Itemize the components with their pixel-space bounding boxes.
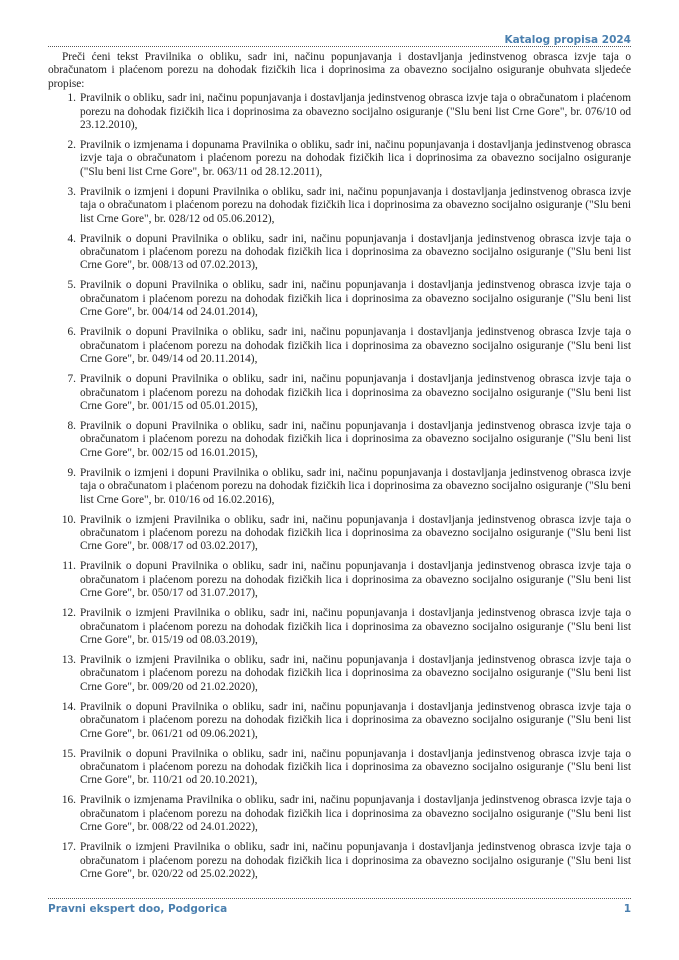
list-item-number: 16. — [61, 794, 76, 807]
list-item-text: Pravilnik o dopuni Pravilnika o obliku, sadr ini, načinu popunjavanja i dostavljanja jedinstvenog obrasca izvje taja o obračunatom i plaćenom porezu na dohodak fizičkih lica i doprinosima za obavezno socijalno osiguranje ("Slu beni list Crne Gore", br. 008/13 od 07.02.2013), — [80, 232, 631, 272]
list-item-text: Pravilnik o dopuni Pravilnika o obliku, sadr ini, načinu popunjavanja i dostavljanja jedinstvenog obrasca izvje taja o obračunatom i plaćenom porezu na dohodak fizičkih lica i doprinosima za obavezno socijalno osiguranje ("Slu beni list Crne Gore", br. 061/21 od 09.06.2021), — [80, 700, 631, 740]
list-item — [48, 326, 631, 366]
list-item-text: Pravilnik o izmjenama Pravilnika o obliku, sadr ini, načinu popunjavanja i dostavljanja jedinstvenog obrasca izvje taja o obračunatom i plaćenom porezu na dohodak fizičkih lica i doprinosima za obavezno socijalno osiguranje ("Slu beni list Crne Gore", br. 008/22 od 24.01.2022), — [80, 794, 631, 834]
list-item — [48, 748, 631, 788]
list-item-text: Pravilnik o dopuni Pravilnika o obliku, sadr ini, načinu popunjavanja i dostavljanja jedinstvenog obrasca izvje taja o obračunatom i plaćenom porezu na dohodak fizičkih lica i doprinosima za obavezno socijalno osiguranje ("Slu beni list Crne Gore", br. 110/21 od 20.10.2021), — [80, 747, 631, 787]
list-item-text: Pravilnik o izmjenama i dopunama Pravilnika o obliku, sadr ini, načinu popunjavanja i dostavljanja jedinstvenog obrasca izvje taja o obračunatom i plaćenom porezu na dohodak fizičkih lica i doprinosima za obavezno socijalno osiguranje ("Slu beni list Crne Gore", br. 063/11 od 28.12.2011), — [80, 139, 631, 178]
list-item-text: Pravilnik o izmjeni i dopuni Pravilnika o obliku, sadr ini, načinu popunjavanja i dostavljanja jedinstvenog obrasca izvje taja o obračunatom i plaćenom porezu na dohodak fizičkih lica i doprinosima za obavezno socijalno osiguranje ("Slu beni list Crne Gore", br. 010/16 od 16.02.2016), — [80, 466, 631, 506]
list-item-number: 10. — [61, 513, 76, 526]
page-header — [48, 30, 631, 47]
intro-paragraph: Preči ćeni tekst Pravilnika o obliku, sadr ini, načinu popunjavanja i dostavljanja jedinstvenog obrasca izvje taja o obračunatom i plaćenom porezu na dohodak fizičkih lica i doprinosima za obavezno socijalno osiguranje obuhvata sljedeće propise: — [48, 51, 631, 90]
list-item — [48, 841, 631, 881]
list-item-number: 9. — [67, 466, 76, 479]
list-item-number: 4. — [67, 232, 76, 245]
list-item-text: Pravilnik o dopuni Pravilnika o obliku, sadr ini, načinu popunjavanja i dostavljanja jedinstvenog obrasca izvje taja o obračunatom i plaćenom porezu na dohodak fizičkih lica i doprinosima za obavezno socijalno osiguranje ("Slu beni list Crne Gore", br. 002/15 od 16.01.2015), — [80, 419, 631, 459]
list-item-number: 8. — [67, 419, 76, 432]
list-item-text: Pravilnik o izmjeni Pravilnika o obliku, sadr ini, načinu popunjavanja i dostavljanja jedinstvenog obrasca izvje taja o obračunatom i plaćenom porezu na dohodak fizičkih lica i doprinosima za obavezno socijalno osiguranje ("Slu beni list Crne Gore", br. 015/19 od 08.03.2019), — [80, 607, 631, 646]
list-item-number: 5. — [67, 279, 76, 292]
list-item — [48, 701, 631, 741]
list-item-number: 11. — [62, 560, 76, 573]
list-item-number: 7. — [67, 373, 76, 386]
list-item-number: 14. — [61, 700, 76, 713]
list-item — [48, 139, 631, 179]
list-item — [48, 654, 631, 694]
list-item-text: Pravilnik o izmjeni i dopuni Pravilnika o obliku, sadr ini, načinu popunjavanja i dostavljanja jedinstvenog obrasca izvje taja o obračunatom i plaćenom porezu na dohodak fizičkih lica i doprinosima za obavezno socijalno osiguranje ("Slu beni list Crne Gore", br. 028/12 od 05.06.2012), — [80, 185, 631, 225]
regulation-list — [48, 92, 631, 881]
list-item-number: 13. — [61, 653, 76, 666]
document-body — [48, 51, 631, 888]
list-item-text: Pravilnik o dopuni Pravilnika o obliku, sadr ini, načinu popunjavanja i dostavljanja jedinstvenog obrasca izvje taja o obračunatom i plaćenom porezu na dohodak fizičkih lica i doprinosima za obavezno socijalno osiguranje ("Slu beni list Crne Gore", br. 050/17 od 31.07.2017), — [80, 560, 631, 600]
list-item — [48, 233, 631, 273]
page-number: 1 — [623, 903, 631, 915]
list-item — [48, 373, 631, 413]
list-item-text: Pravilnik o izmjeni Pravilnika o obliku, sadr ini, načinu popunjavanja i dostavljanja jedinstvenog obrasca izvje taja o obračunatom i plaćenom porezu na dohodak fizičkih lica i doprinosima za obavezno socijalno osiguranje ("Slu beni list Crne Gore", br. 020/22 od 25.02.2022), — [80, 841, 631, 881]
footer-publisher: Pravni ekspert doo, Podgorica — [48, 903, 228, 915]
list-item-number: 6. — [67, 326, 76, 339]
list-item — [48, 420, 631, 460]
list-item-text: Pravilnik o dopuni Pravilnika o obliku, sadr ini, načinu popunjavanja i dostavljanja jedinstvenog obrasca izvje taja o obračunatom i plaćenom porezu na dohodak fizičkih lica i doprinosima za obavezno socijalno osiguranje ("Slu beni list Crne Gore", br. 001/15 od 05.01.2015), — [80, 373, 631, 412]
list-item — [48, 186, 631, 226]
list-item-number: 17. — [61, 841, 76, 854]
list-item — [48, 279, 631, 319]
list-item — [48, 560, 631, 600]
list-item-number: 2. — [67, 139, 76, 152]
list-item — [48, 794, 631, 834]
page-footer — [48, 898, 631, 915]
list-item-number: 3. — [67, 185, 76, 198]
list-item-number: 15. — [61, 747, 76, 760]
header-title: Katalog propisa 2024 — [504, 34, 631, 46]
list-item — [48, 467, 631, 507]
list-item-number: 1. — [67, 92, 76, 105]
list-item — [48, 607, 631, 647]
list-item — [48, 92, 631, 132]
list-item-text: Pravilnik o dopuni Pravilnika o obliku, sadr ini, načinu popunjavanja i dostavljanja jedinstvenog obrasca Izvje taja o obračunatom i plaćenom porezu na dohodak fizičkih lica i doprinosima za obavezno socijalno osiguranje ("Slu beni list Crne Gore", br. 049/14 od 20.11.2014), — [80, 326, 631, 366]
list-item-text: Pravilnik o obliku, sadr ini, načinu popunjavanja i dostavljanja jedinstvenog obrasca izvje taja o obračunatom i plaćenom porezu na dohodak fizičkih lica i doprinosima za obavezno socijalno osiguranje ("Slu beni list Crne Gore", br. 076/10 od 23.12.2010), — [80, 92, 631, 132]
list-item — [48, 514, 631, 554]
list-item-text: Pravilnik o dopuni Pravilnika o obliku, sadr ini, načinu popunjavanja i dostavljanja jedinstvenog obrasca izvje taja o obračunatom i plaćenom porezu na dohodak fizičkih lica i doprinosima za obavezno socijalno osiguranje ("Slu beni list Crne Gore", br. 004/14 od 24.01.2014), — [80, 279, 631, 319]
list-item-text: Pravilnik o izmjeni Pravilnika o obliku, sadr ini, načinu popunjavanja i dostavljanja jedinstvenog obrasca izvje taja o obračunatom i plaćenom porezu na dohodak fizičkih lica i doprinosima za obavezno socijalno osiguranje ("Slu beni list Crne Gore", br. 009/20 od 21.02.2020), — [80, 653, 631, 693]
list-item-number: 12. — [61, 607, 76, 620]
list-item-text: Pravilnik o izmjeni Pravilnika o obliku, sadr ini, načinu popunjavanja i dostavljanja jedinstvenog obrasca izvje taja o obračunatom i plaćenom porezu na dohodak fizičkih lica i doprinosima za obavezno socijalno osiguranje ("Slu beni list Crne Gore", br. 008/17 od 03.02.2017), — [80, 513, 631, 553]
